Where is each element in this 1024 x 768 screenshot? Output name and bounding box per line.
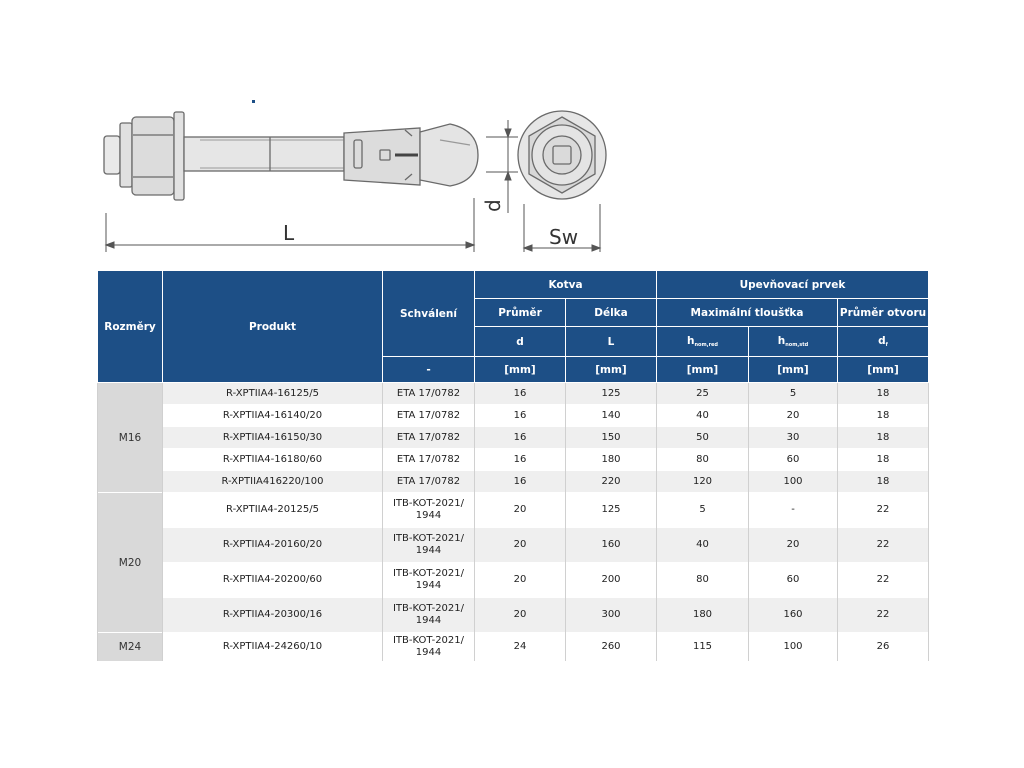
bolt-shaft <box>184 137 344 171</box>
approval-cell: ETA 17/0782 <box>383 427 475 449</box>
df-cell: 18 <box>838 449 929 471</box>
h-red-cell: 80 <box>657 563 749 598</box>
product-cell: R-XPTIIA4-16150/30 <box>163 427 383 449</box>
h-std-cell: 60 <box>749 563 838 598</box>
d-cell: 20 <box>475 563 566 598</box>
d-cell: 16 <box>475 449 566 471</box>
product-cell: R-XPTIIA4-20160/20 <box>163 528 383 563</box>
df-cell: 18 <box>838 405 929 427</box>
product-cell: R-XPTIIA4-20125/5 <box>163 493 383 528</box>
header-prumer: Průměr <box>475 299 566 327</box>
table-row <box>98 598 929 633</box>
table-row <box>98 493 929 528</box>
header-unit-h-std: [mm] <box>749 357 838 383</box>
approval-cell: ETA 17/0782 <box>383 449 475 471</box>
L-cell: 150 <box>566 427 657 449</box>
header-sym-h-std: $h_{nom,std}$ <box>749 327 838 357</box>
size-cell: M20 <box>98 493 163 633</box>
header-rozmery: Rozměry <box>98 271 163 383</box>
approval-cell: ITB-KOT-2021/ 1944 <box>383 563 475 598</box>
product-cell: R-XPTIIA4-16180/60 <box>163 449 383 471</box>
header-produkt: Produkt <box>163 271 383 383</box>
h-red-cell: 80 <box>657 449 749 471</box>
L-cell: 200 <box>566 563 657 598</box>
product-cell: R-XPTIIA416220/100 <box>163 471 383 493</box>
header-unit-schvaleni: - <box>383 357 475 383</box>
df-cell: 18 <box>838 471 929 493</box>
df-cell: 26 <box>838 633 929 661</box>
washer-small <box>120 123 132 187</box>
h-red-cell: 50 <box>657 427 749 449</box>
L-cell: 300 <box>566 598 657 633</box>
df-cell: 18 <box>838 427 929 449</box>
h-std-cell: 30 <box>749 427 838 449</box>
h-std-cell: 100 <box>749 633 838 661</box>
h-std-cell: 100 <box>749 471 838 493</box>
d-cell: 20 <box>475 528 566 563</box>
h-red-cell: 5 <box>657 493 749 528</box>
d-cell: 20 <box>475 493 566 528</box>
d-cell: 20 <box>475 598 566 633</box>
h-std-cell: 20 <box>749 405 838 427</box>
d-cell: 16 <box>475 471 566 493</box>
hex-nut <box>132 117 174 195</box>
L-cell: 160 <box>566 528 657 563</box>
d-cell: 16 <box>475 427 566 449</box>
header-delka: Délka <box>566 299 657 327</box>
d-cell: 16 <box>475 383 566 405</box>
header-sym-df: $d_f$ <box>838 327 929 357</box>
header-upevnovaci: Upevňovací prvek <box>657 271 929 299</box>
header-kotva: Kotva <box>475 271 657 299</box>
table-row <box>98 449 929 471</box>
expansion-cone <box>420 124 478 186</box>
df-cell: 22 <box>838 563 929 598</box>
dim-Sw-label: Sw <box>549 225 579 249</box>
table-row <box>98 471 929 493</box>
header-unit-h-red: [mm] <box>657 357 749 383</box>
df-cell: 22 <box>838 598 929 633</box>
product-cell: R-XPTIIA4-24260/10 <box>163 633 383 661</box>
df-cell: 22 <box>838 493 929 528</box>
h-red-cell: 180 <box>657 598 749 633</box>
df-cell: 22 <box>838 528 929 563</box>
spec-table <box>97 270 929 661</box>
dim-d-label: d <box>481 199 505 212</box>
h-red-cell: 115 <box>657 633 749 661</box>
approval-cell: ETA 17/0782 <box>383 471 475 493</box>
h-red-cell: 120 <box>657 471 749 493</box>
header-unit-d: [mm] <box>475 357 566 383</box>
bolt-end <box>104 136 120 174</box>
h-std-cell: 160 <box>749 598 838 633</box>
header-sym-L: L <box>566 327 657 357</box>
size-cell: M24 <box>98 633 163 661</box>
L-cell: 260 <box>566 633 657 661</box>
header-unit-L: [mm] <box>566 357 657 383</box>
blue-mark <box>252 100 255 103</box>
table-row <box>98 633 929 661</box>
L-cell: 220 <box>566 471 657 493</box>
approval-cell: ITB-KOT-2021/ 1944 <box>383 528 475 563</box>
washer <box>174 112 184 200</box>
table-row <box>98 528 929 563</box>
product-cell: R-XPTIIA4-16140/20 <box>163 405 383 427</box>
table-row <box>98 405 929 427</box>
product-cell: R-XPTIIA4-20200/60 <box>163 563 383 598</box>
approval-cell: ETA 17/0782 <box>383 383 475 405</box>
header-prumer-otvoru: Průměr otvoru <box>838 299 929 327</box>
anchor-bolt-drawing <box>0 0 1024 270</box>
h-std-cell: 5 <box>749 383 838 405</box>
approval-cell: ETA 17/0782 <box>383 405 475 427</box>
header-max-tloustka: Maximální tloušťka <box>657 299 838 327</box>
size-cell: M16 <box>98 383 163 493</box>
header-unit-df: [mm] <box>838 357 929 383</box>
table-row <box>98 383 929 405</box>
L-cell: 180 <box>566 449 657 471</box>
d-cell: 24 <box>475 633 566 661</box>
df-cell: 18 <box>838 383 929 405</box>
header-schvaleni: Schválení <box>383 271 475 357</box>
d-cell: 16 <box>475 405 566 427</box>
h-std-cell: - <box>749 493 838 528</box>
approval-cell: ITB-KOT-2021/ 1944 <box>383 493 475 528</box>
h-std-cell: 20 <box>749 528 838 563</box>
header-sym-d: d <box>475 327 566 357</box>
h-red-cell: 25 <box>657 383 749 405</box>
dim-L-label: L <box>283 221 295 245</box>
h-red-cell: 40 <box>657 528 749 563</box>
table-row <box>98 427 929 449</box>
approval-cell: ITB-KOT-2021/ 1944 <box>383 633 475 661</box>
L-cell: 125 <box>566 383 657 405</box>
L-cell: 140 <box>566 405 657 427</box>
header-sym-h-red: $h_{nom,red}$ <box>657 327 749 357</box>
product-cell: R-XPTIIA4-20300/16 <box>163 598 383 633</box>
L-cell: 125 <box>566 493 657 528</box>
product-cell: R-XPTIIA4-16125/5 <box>163 383 383 405</box>
approval-cell: ITB-KOT-2021/ 1944 <box>383 598 475 633</box>
h-red-cell: 40 <box>657 405 749 427</box>
table-row <box>98 563 929 598</box>
h-std-cell: 60 <box>749 449 838 471</box>
